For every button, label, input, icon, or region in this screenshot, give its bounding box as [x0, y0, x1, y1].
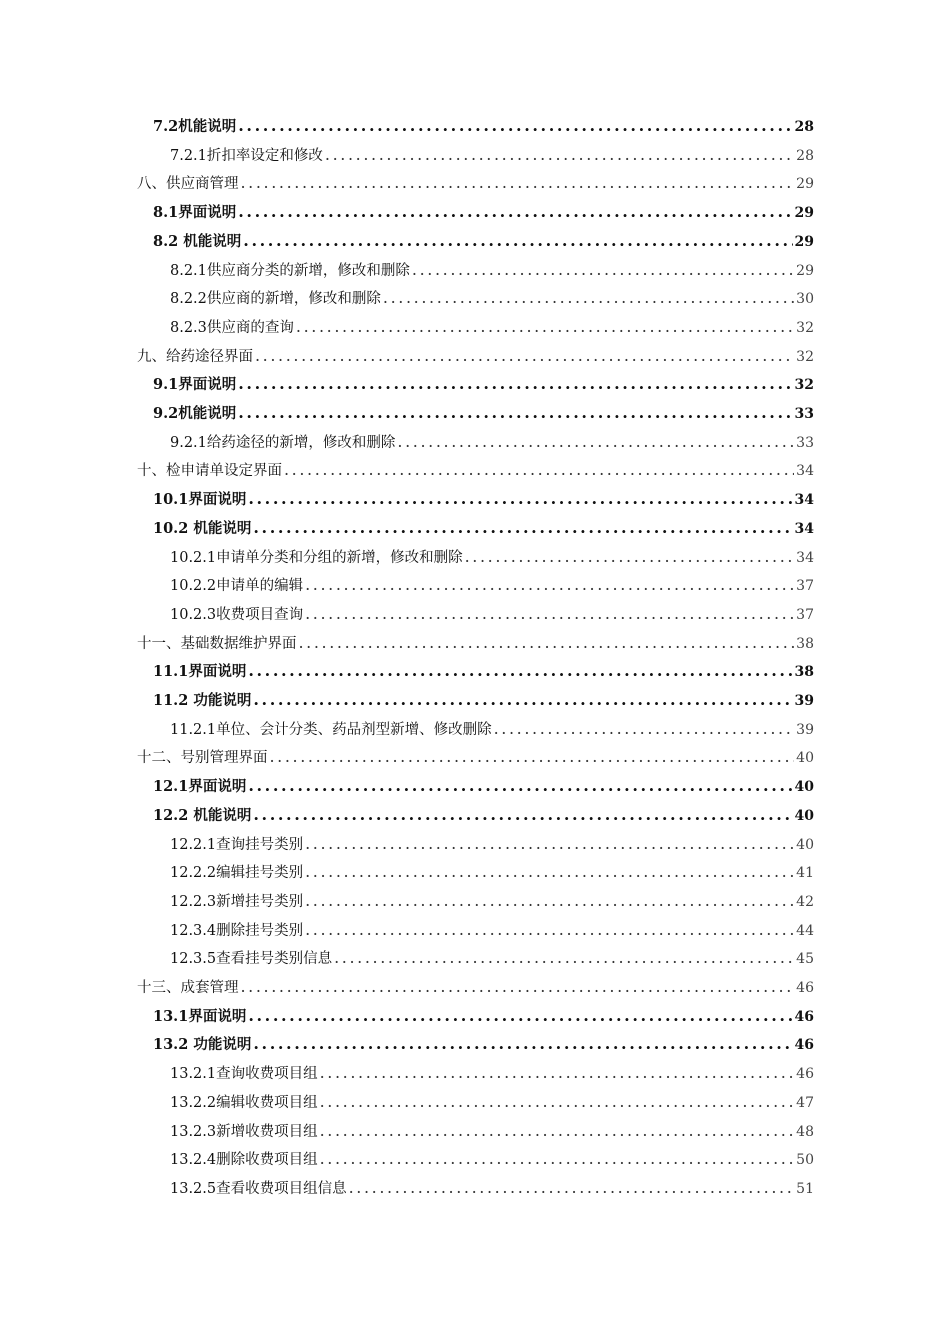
- toc-page-number: 32: [796, 348, 814, 365]
- toc-leader-dots: [305, 830, 794, 859]
- toc-leader-dots: [270, 743, 795, 772]
- toc-entry-title: 13.1界面说明: [153, 1007, 247, 1025]
- toc-entry[interactable]: [170, 543, 814, 572]
- toc-entry-title: 10.1界面说明: [153, 491, 247, 509]
- toc-leader-dots: [412, 256, 794, 285]
- toc-leader-dots: [284, 456, 794, 485]
- toc-entry-title: 13.2.1查询收费项目组: [170, 1066, 318, 1083]
- toc-entry-title: 12.3.4删除挂号类别: [170, 922, 304, 939]
- toc-entry[interactable]: [153, 657, 814, 686]
- toc-entry-title: 13.2.5查看收费项目组信息: [170, 1180, 347, 1197]
- toc-entry[interactable]: [170, 428, 814, 457]
- toc-page-number: 40: [794, 807, 814, 824]
- toc-entry[interactable]: [153, 370, 814, 399]
- toc-leader-dots: [305, 600, 794, 629]
- toc-leader-dots: [238, 198, 792, 227]
- toc-page-number: 28: [796, 147, 814, 164]
- toc-leader-dots: [248, 772, 792, 801]
- toc-page-number: 33: [794, 406, 814, 422]
- toc-page-number: 46: [794, 1037, 814, 1054]
- toc-entry[interactable]: [137, 169, 814, 198]
- toc-leader-dots: [320, 1145, 795, 1174]
- toc-entry[interactable]: [153, 485, 814, 514]
- toc-entry[interactable]: [170, 1174, 814, 1203]
- toc-entry[interactable]: [170, 571, 814, 600]
- toc-entry-title: 8.1界面说明: [153, 204, 237, 222]
- toc-page-number: 29: [794, 233, 814, 250]
- toc-page-number: 30: [796, 291, 814, 308]
- toc-leader-dots: [325, 141, 794, 170]
- toc-entry-title: 11.2 功能说明: [153, 692, 252, 709]
- toc-entry[interactable]: [137, 973, 814, 1002]
- toc-entry-title: 十一、基础数据维护界面: [137, 635, 297, 652]
- toc-entry-title: 8.2.2供应商的新增，修改和删除: [170, 291, 381, 308]
- toc-leader-dots: [253, 801, 792, 830]
- toc-leader-dots: [243, 227, 792, 256]
- toc-leader-dots: [253, 514, 792, 543]
- toc-entry-title: 十、检申请单设定界面: [137, 463, 282, 480]
- toc-entry-title: 7.2.1折扣率设定和修改: [170, 147, 323, 164]
- toc-leader-dots: [296, 313, 794, 342]
- toc-entry[interactable]: [153, 514, 814, 543]
- toc-entry[interactable]: [137, 342, 814, 371]
- toc-leader-dots: [255, 342, 794, 371]
- toc-entry-title: 10.2.1申请单分类和分组的新增，修改和删除: [170, 549, 463, 566]
- toc-page-number: 40: [796, 836, 814, 853]
- toc-entry-title: 7.2机能说明: [153, 118, 237, 135]
- toc-page-number: 38: [794, 664, 814, 681]
- toc-leader-dots: [305, 916, 794, 945]
- toc-entry-title: 8.2.3供应商的查询: [170, 319, 294, 336]
- toc-entry-title: 10.2.2申请单的编辑: [170, 578, 304, 595]
- toc-entry[interactable]: [137, 743, 814, 772]
- toc-entry[interactable]: [170, 858, 814, 887]
- toc-leader-dots: [248, 1002, 792, 1031]
- toc-entry[interactable]: [153, 801, 814, 830]
- toc-entry[interactable]: [153, 399, 814, 428]
- toc-page-number: 29: [796, 176, 814, 193]
- toc-entry[interactable]: [153, 112, 814, 141]
- toc-entry-title: 八、供应商管理: [137, 176, 239, 193]
- toc-leader-dots: [241, 169, 795, 198]
- toc-entry-title: 12.2.1查询挂号类别: [170, 836, 304, 853]
- toc-page-number: 51: [796, 1180, 814, 1197]
- toc-leader-dots: [248, 657, 792, 686]
- toc-entry[interactable]: [137, 456, 814, 485]
- toc-entry-title: 11.2.1单位、会计分类、药品剂型新增、修改删除: [170, 721, 492, 738]
- toc-entry-title: 9.2机能说明: [153, 405, 237, 422]
- toc-leader-dots: [238, 399, 792, 428]
- toc-entry[interactable]: [170, 916, 814, 945]
- toc-leader-dots: [238, 112, 792, 141]
- toc-entry[interactable]: [170, 944, 814, 973]
- toc-leader-dots: [397, 428, 794, 457]
- toc-entry-title: 13.2.2编辑收费项目组: [170, 1094, 318, 1111]
- toc-page-number: 34: [796, 549, 814, 566]
- toc-leader-dots: [320, 1059, 795, 1088]
- toc-page-number: 46: [794, 1008, 814, 1025]
- toc-entry-title: 13.2.4删除收费项目组: [170, 1152, 318, 1169]
- toc-leader-dots: [241, 973, 795, 1002]
- toc-entry-title: 12.2.2编辑挂号类别: [170, 865, 304, 882]
- toc-entry-title: 十三、成套管理: [137, 980, 239, 996]
- toc-entry[interactable]: [170, 313, 814, 342]
- toc-page-number: 45: [796, 951, 814, 968]
- toc-page-number: 39: [794, 693, 814, 709]
- toc-entry-title: 13.2.3新增收费项目组: [170, 1123, 318, 1140]
- toc-page-number: 34: [796, 463, 814, 480]
- toc-page-number: 32: [794, 377, 814, 394]
- toc-page-number: 29: [794, 205, 814, 222]
- toc-entry-title: 10.2 机能说明: [153, 519, 252, 537]
- toc-page-number: 40: [796, 750, 814, 767]
- toc-page-number: 44: [796, 922, 814, 939]
- toc-entry[interactable]: [170, 1059, 814, 1088]
- toc-page-number: 37: [796, 578, 814, 595]
- toc-leader-dots: [320, 1117, 795, 1146]
- toc-page-number: 40: [794, 779, 814, 796]
- toc-entry[interactable]: [170, 600, 814, 629]
- toc-entry-title: 9.1界面说明: [153, 376, 237, 394]
- toc-page-number: 41: [796, 865, 814, 882]
- toc-entry[interactable]: [170, 887, 814, 916]
- toc-entry[interactable]: [170, 715, 814, 744]
- toc-entry-title: 9.2.1给药途径的新增，修改和删除: [170, 434, 396, 451]
- toc-entry-title: 十二、号别管理界面: [137, 750, 268, 767]
- toc-entry-title: 12.1界面说明: [153, 778, 247, 796]
- toc-entry-title: 九、给药途径界面: [137, 348, 253, 365]
- toc-entry[interactable]: [170, 141, 814, 170]
- toc-page-number: 48: [796, 1123, 814, 1140]
- toc-leader-dots: [299, 629, 795, 658]
- toc-leader-dots: [253, 686, 792, 715]
- toc-page-number: 46: [796, 1066, 814, 1083]
- toc-page-number: 38: [796, 635, 814, 652]
- toc-entry[interactable]: [153, 772, 814, 801]
- toc-page-number: 39: [796, 721, 814, 738]
- toc-entry[interactable]: [153, 686, 814, 715]
- toc-entry-title: 8.2.1供应商分类的新增，修改和删除: [170, 262, 410, 279]
- toc-leader-dots: [320, 1088, 795, 1117]
- toc-entry-title: 11.1界面说明: [153, 663, 247, 681]
- toc-leader-dots: [334, 944, 794, 973]
- toc-leader-dots: [238, 370, 792, 399]
- toc-entry[interactable]: [170, 1117, 814, 1146]
- toc-entry[interactable]: [170, 830, 814, 859]
- toc-leader-dots: [494, 715, 795, 744]
- toc-leader-dots: [248, 485, 792, 514]
- toc-page-number: 28: [794, 119, 814, 135]
- toc-page-number: 29: [796, 262, 814, 279]
- toc-entry[interactable]: [170, 1088, 814, 1117]
- toc-entry[interactable]: [153, 1030, 814, 1059]
- toc-page-number: 37: [796, 606, 814, 623]
- toc-entry[interactable]: [137, 629, 814, 658]
- toc-entry-title: 8.2 机能说明: [153, 232, 242, 250]
- toc-entry-title: 13.2 功能说明: [153, 1036, 252, 1054]
- toc-entry-title: 12.2.3新增挂号类别: [170, 893, 304, 910]
- toc-page-number: 46: [796, 980, 814, 996]
- toc-page-number: 33: [796, 434, 814, 451]
- toc-entry[interactable]: [153, 227, 814, 256]
- toc-entry-title: 12.3.5查看挂号类别信息: [170, 951, 333, 968]
- toc-page-number: 34: [794, 492, 814, 509]
- toc-leader-dots: [305, 887, 794, 916]
- toc-entry[interactable]: [170, 284, 814, 313]
- toc-page-number: 34: [794, 520, 814, 537]
- toc-leader-dots: [253, 1030, 792, 1059]
- toc-leader-dots: [465, 543, 795, 572]
- toc-leader-dots: [349, 1174, 795, 1203]
- toc-page-number: 50: [796, 1152, 814, 1169]
- toc-leader-dots: [305, 858, 794, 887]
- toc-entry-title: 10.2.3收费项目查询: [170, 606, 304, 623]
- toc-entry[interactable]: [153, 198, 814, 227]
- toc-page-number: 47: [796, 1094, 814, 1111]
- toc-entry-title: 12.2 机能说明: [153, 806, 252, 824]
- toc-entry[interactable]: [153, 1002, 814, 1031]
- toc-page-number: 32: [796, 319, 814, 336]
- toc-leader-dots: [305, 571, 794, 600]
- toc-entry[interactable]: [170, 1145, 814, 1174]
- toc-leader-dots: [383, 284, 794, 313]
- toc-entry[interactable]: [170, 256, 814, 285]
- toc-page-number: 42: [796, 893, 814, 910]
